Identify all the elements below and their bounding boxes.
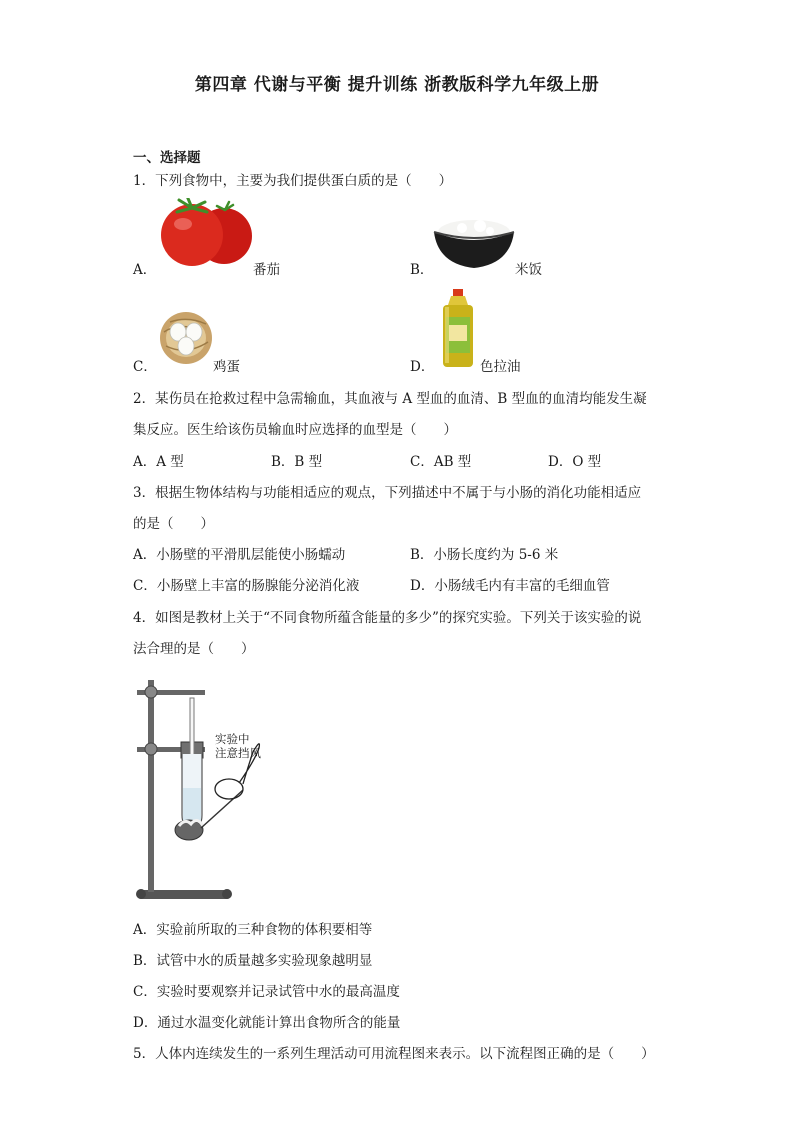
q2-stem-line2: 集反应。医生给该伤员输血时应选择的血型是（ ） xyxy=(133,422,457,438)
q1-option-d-label[interactable]: D． xyxy=(410,359,435,375)
rice-bowl-icon xyxy=(432,214,516,272)
q3-option-b[interactable]: B．小肠长度约为 5-6 米 xyxy=(410,547,559,563)
q3-stem-line2: 的是（ ） xyxy=(133,516,214,532)
q1-option-b-label[interactable]: B． xyxy=(410,262,434,278)
q4-option-a[interactable]: A．实验前所取的三种食物的体积要相等 xyxy=(133,922,373,938)
section-heading: 一、选择题 xyxy=(133,150,201,166)
q4-stem-line2: 法合理的是（ ） xyxy=(133,641,255,657)
q5-stem: 5．人体内连续发生的一系列生理活动可用流程图来表示。以下流程图正确的是（ ） xyxy=(133,1046,655,1062)
q1-option-c-caption: 鸡蛋 xyxy=(213,359,240,375)
figure-note-line1: 实验中 xyxy=(215,732,250,746)
q1-option-b-caption: 米饭 xyxy=(515,262,542,278)
q1-option-c-label[interactable]: C． xyxy=(133,359,157,375)
q2-option-d[interactable]: D．O 型 xyxy=(548,454,602,470)
q4-stem-line1: 4．如图是教材上关于“不同食物所蕴含能量的多少”的探究实验。下列关于该实验的说 xyxy=(133,610,642,626)
q1-option-a-caption: 番茄 xyxy=(253,262,280,278)
q1-option-d-caption: 色拉油 xyxy=(480,359,521,375)
q3-option-a[interactable]: A．小肠壁的平滑肌层能使小肠蠕动 xyxy=(133,547,346,563)
oil-bottle-icon xyxy=(438,287,478,369)
egg-nest-icon xyxy=(158,302,214,368)
q3-stem-line1: 3．根据生物体结构与功能相适应的观点，下列描述中不属于与小肠的消化功能相适应 xyxy=(133,485,642,501)
q4-option-b[interactable]: B．试管中水的质量越多实验现象越明显 xyxy=(133,953,373,969)
q3-option-d[interactable]: D．小肠绒毛内有丰富的毛细血管 xyxy=(410,578,610,594)
tomato-icon xyxy=(157,198,257,268)
figure-note-line2: 注意挡风 xyxy=(215,746,261,760)
figure-note xyxy=(215,732,261,760)
q2-option-c[interactable]: C．AB 型 xyxy=(410,454,472,470)
q3-option-c[interactable]: C．小肠壁上丰富的肠腺能分泌消化液 xyxy=(133,578,360,594)
q4-option-c[interactable]: C．实验时要观察并记录试管中水的最高温度 xyxy=(133,984,400,1000)
q4-option-d[interactable]: D．通过水温变化就能计算出食物所含的能量 xyxy=(133,1015,401,1031)
experiment-figure xyxy=(133,670,283,906)
q2-stem-line1: 2．某伤员在抢救过程中急需输血，其血液与 A 型血的血清、B 型血的血清均能发生凝 xyxy=(133,391,647,407)
page-title: 第四章 代谢与平衡 提升训练 浙教版科学九年级上册 xyxy=(194,75,600,95)
q2-option-a[interactable]: A．A 型 xyxy=(133,454,184,470)
q2-option-b[interactable]: B．B 型 xyxy=(271,454,323,470)
q1-stem: 1．下列食物中，主要为我们提供蛋白质的是（ ） xyxy=(133,173,453,189)
q1-option-a-label[interactable]: A． xyxy=(133,262,157,278)
